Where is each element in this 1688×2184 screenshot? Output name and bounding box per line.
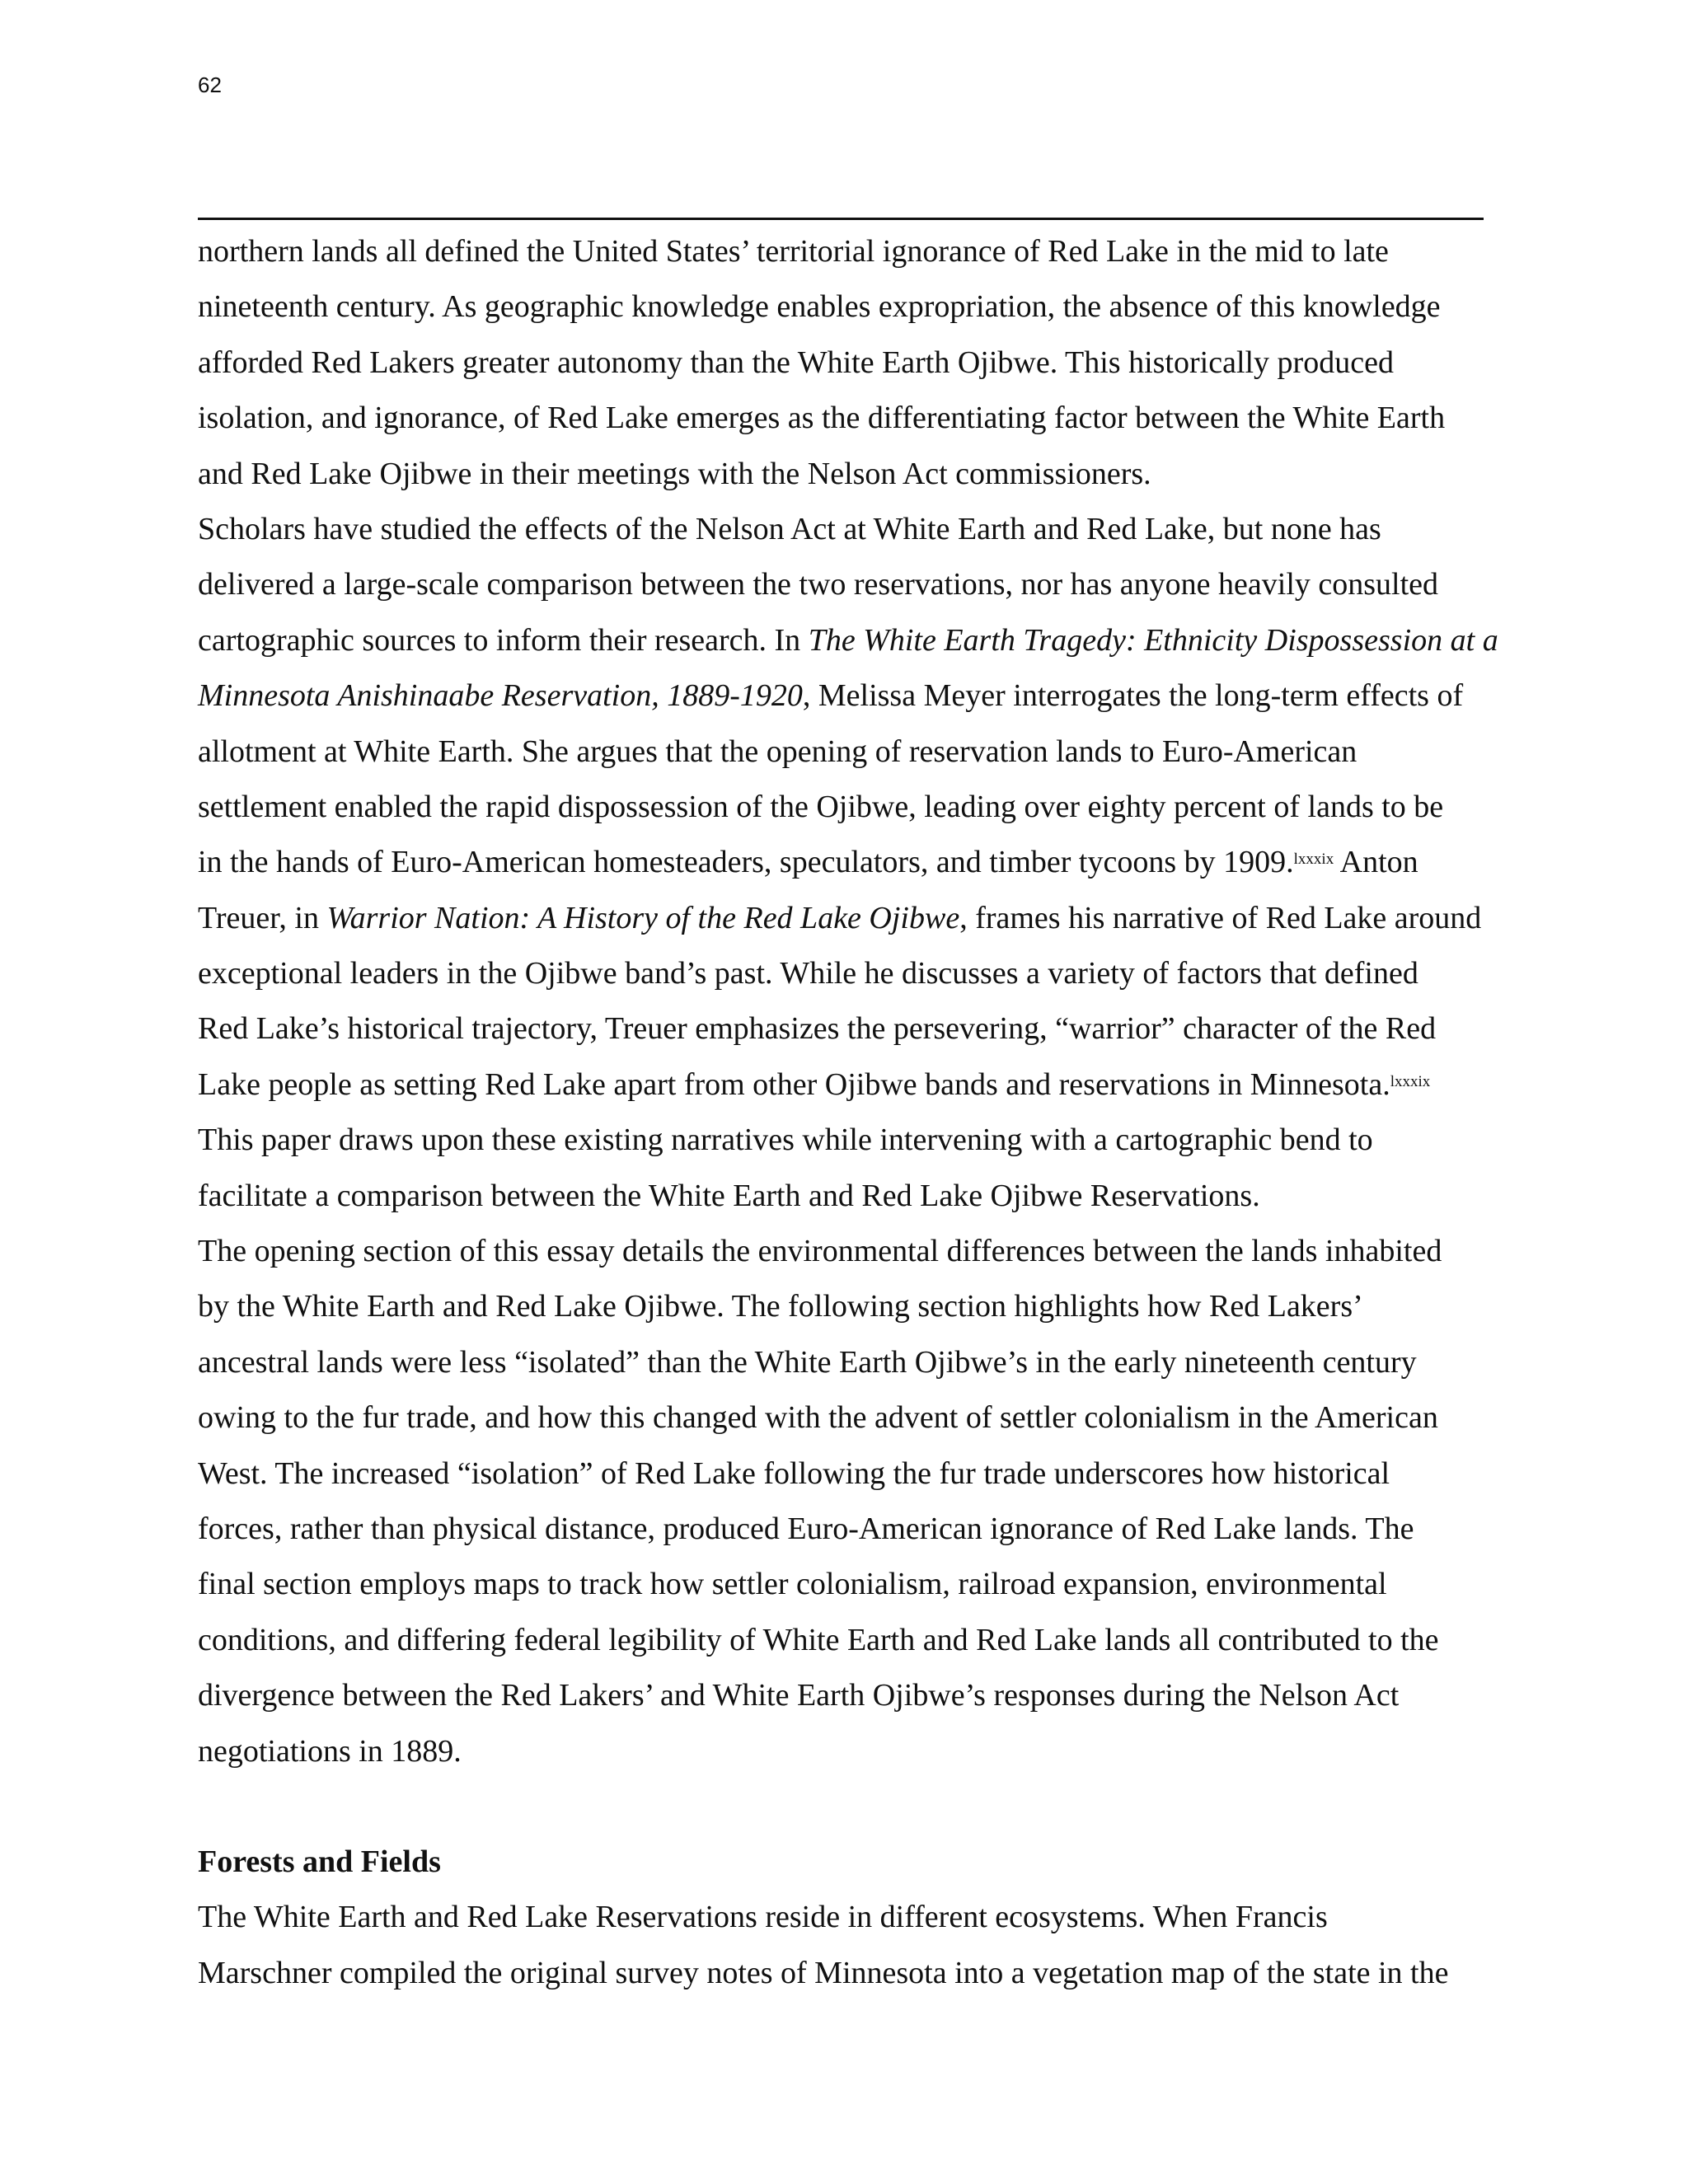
paragraph-scholarship (198, 502, 1508, 1224)
text-line: conditions, and differing federal legibility of White Earth and Red Lake lands all contributed to the (198, 1622, 1439, 1657)
text-line (198, 835, 1508, 890)
text-line: isolation, and ignorance, of Red Lake emerges as the differentiating factor between the White Earth (198, 401, 1446, 436)
text-run: , Melissa Meyer interrogates the long-term effects of (802, 678, 1464, 714)
text-line (198, 613, 1508, 668)
text-run: Lake people as setting Red Lake apart from other Ojibwe bands and reservations in Minnesota. (198, 1066, 1390, 1102)
text-line (198, 1057, 1508, 1113)
endnote-marker[interactable]: lxxxix (1293, 851, 1334, 869)
text-line: facilitate a comparison between the White Earth and Red Lake Ojibwe Reservations. (198, 1178, 1260, 1213)
section-heading: Forests and Fields (198, 1844, 441, 1879)
text-run: , frames his narrative of Red Lake around (959, 900, 1482, 935)
text-run: in the hands of Euro-American homesteaders, speculators, and timber tycoons by 1909. (198, 845, 1294, 880)
text-line: negotiations in 1889. (198, 1733, 462, 1769)
text-line: The White Earth and Red Lake Reservations reside in different ecosystems. When Francis (198, 1900, 1328, 1935)
page-body (198, 224, 1508, 2001)
text-line: Marschner compiled the original survey notes of Minnesota into a vegetation map of the state in the (198, 1955, 1449, 1990)
text-line: divergence between the Red Lakers’ and White Earth Ojibwe’s responses during the Nelson Act (198, 1678, 1400, 1713)
text-line: settlement enabled the rapid dispossession of the Ojibwe, leading over eighty percent of lands to be (198, 789, 1444, 824)
book-title-meyer-cont: Minnesota Anishinaabe Reservation, 1889-1920 (198, 678, 803, 714)
text-line: forces, rather than physical distance, produced Euro-American ignorance of Red Lake lands. The (198, 1511, 1414, 1546)
page-number: 62 (198, 73, 222, 97)
text-line: Red Lake’s historical trajectory, Treuer emphasizes the persevering, “warrior” character of the Red (198, 1011, 1437, 1047)
text-line: final section employs maps to track how settler colonialism, railroad expansion, environmental (198, 1567, 1387, 1602)
text-line: by the White Earth and Red Lake Ojibwe. The following section highlights how Red Lakers’ (198, 1289, 1363, 1324)
text-line: and Red Lake Ojibwe in their meetings with the Nelson Act commissioners. (198, 456, 1151, 491)
book-title-meyer: The White Earth Tragedy: Ethnicity Dispossession at a (808, 622, 1498, 658)
text-line: The opening section of this essay details the environmental differences between the lands inhabited (198, 1234, 1442, 1269)
text-line (198, 891, 1508, 946)
footnote-separator-rule (198, 218, 1484, 220)
book-title-treuer: Warrior Nation: A History of the Red Lake Ojibwe (326, 900, 960, 935)
text-run: cartographic sources to inform their research. In (198, 622, 809, 658)
text-line: owing to the fur trade, and how this changed with the advent of settler colonialism in the American (198, 1400, 1438, 1436)
text-run: Treuer, in (198, 900, 327, 935)
endnote-marker[interactable]: lxxxix (1390, 1072, 1431, 1090)
text-run: Anton (1334, 845, 1418, 880)
paragraph-continuation (198, 224, 1508, 502)
text-line: allotment at White Earth. She argues that the opening of reservation lands to Euro-American (198, 733, 1357, 769)
text-line (198, 668, 1508, 724)
text-line: delivered a large-scale comparison between the two reservations, nor has anyone heavily consulted (198, 567, 1439, 602)
section-spacer (198, 1779, 1508, 1835)
text-line: northern lands all defined the United States’ territorial ignorance of Red Lake in the mid to late (198, 234, 1389, 269)
text-line: afforded Red Lakers greater autonomy than the White Earth Ojibwe. This historically produced (198, 344, 1394, 380)
section-forests-and-fields (198, 1835, 1508, 2001)
text-line: exceptional leaders in the Ojibwe band’s past. While he discusses a variety of factors that defined (198, 956, 1418, 991)
text-line: nineteenth century. As geographic knowledge enables expropriation, the absence of this knowledge (198, 289, 1441, 325)
text-line: ancestral lands were less “isolated” than the White Earth Ojibwe’s in the early nineteenth century (198, 1344, 1417, 1380)
text-line: This paper draws upon these existing narratives while intervening with a cartographic bend to (198, 1122, 1373, 1158)
text-line: Scholars have studied the effects of the Nelson Act at White Earth and Red Lake, but none has (198, 511, 1381, 546)
paragraph-overview (198, 1224, 1508, 1779)
text-line: West. The increased “isolation” of Red Lake following the fur trade underscores how historical (198, 1455, 1390, 1491)
